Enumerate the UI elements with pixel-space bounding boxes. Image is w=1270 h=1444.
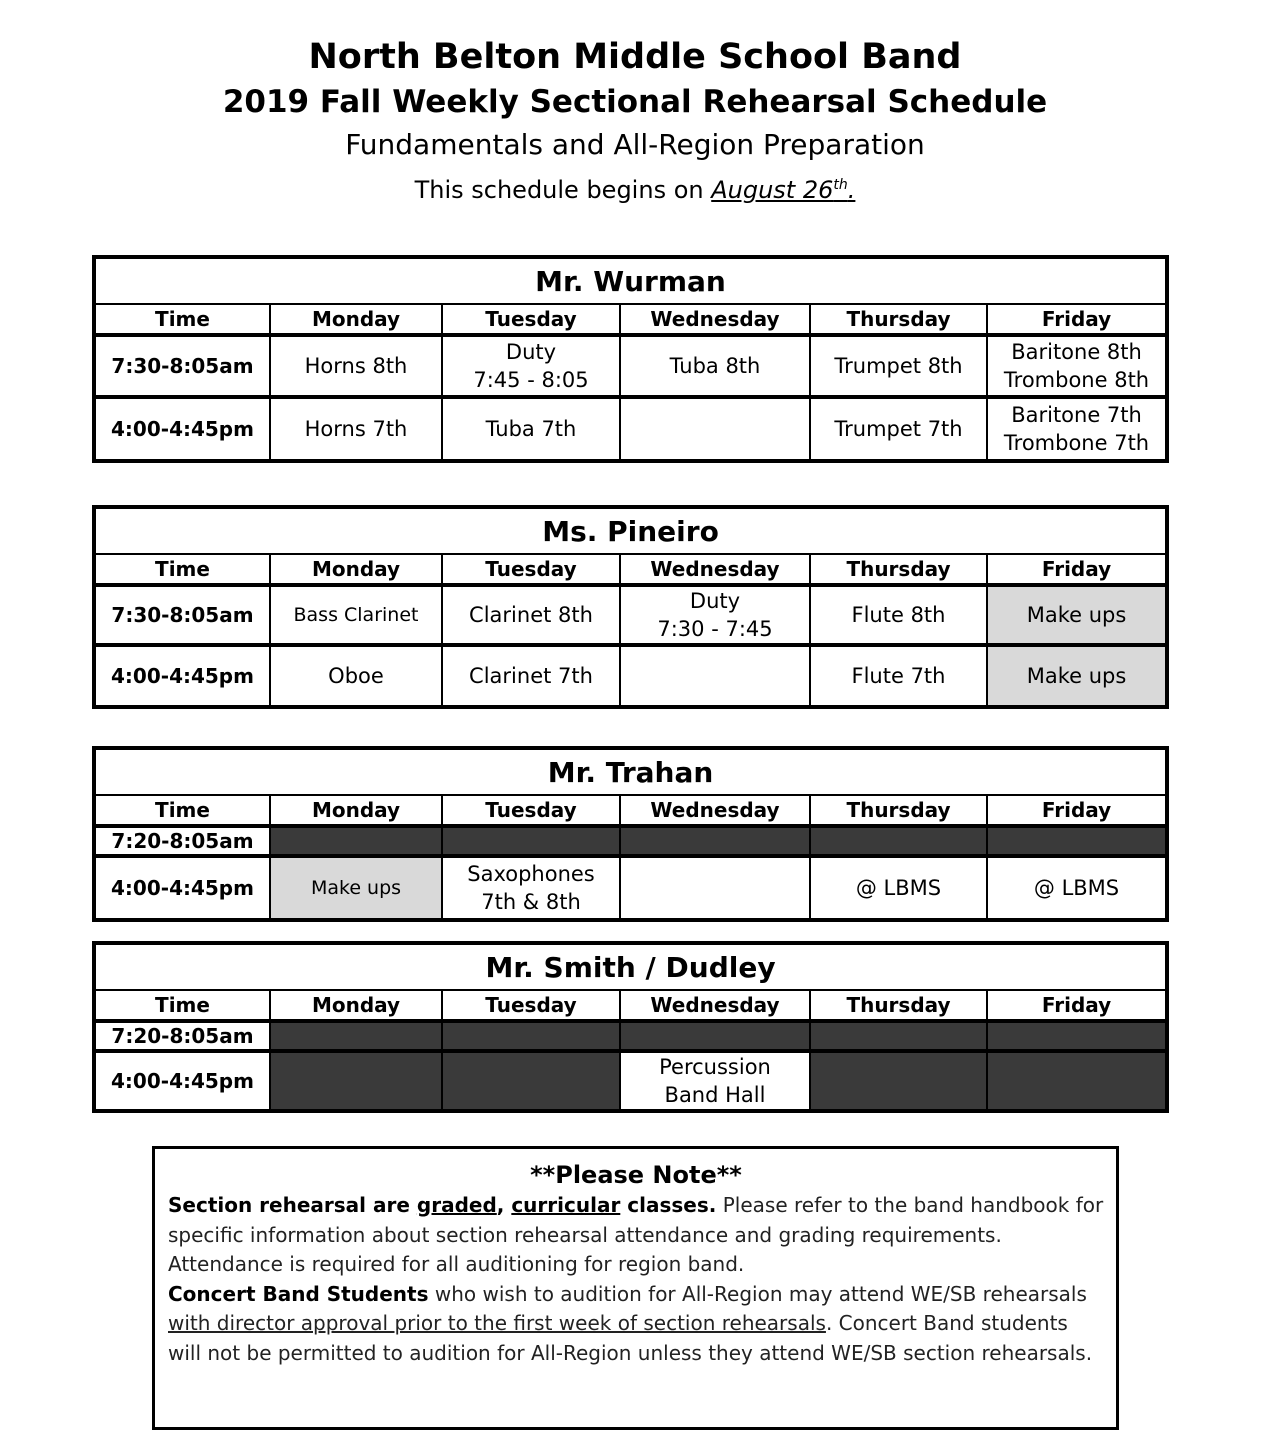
schedule-cell xyxy=(987,397,1167,461)
note-p2-a: who wish to audition for All-Region may attend WE/SB rehearsals xyxy=(428,1281,1087,1306)
cell-line: Band Hall xyxy=(664,1083,766,1107)
note-graded: graded xyxy=(416,1193,497,1217)
time-slot: 7:30-8:05am xyxy=(94,335,270,397)
schedule-subtitle: Fundamentals and All-Region Preparation xyxy=(345,128,925,161)
note-title: **Please Note** xyxy=(530,1161,742,1189)
column-header: Monday xyxy=(270,554,442,585)
cell-line: Duty xyxy=(689,589,741,613)
schedule-cell xyxy=(620,1051,810,1111)
cell-line: Trumpet 8th xyxy=(834,354,963,378)
schedule-cell xyxy=(442,585,620,645)
column-header: Tuesday xyxy=(442,990,620,1021)
cell-line: Flute 7th xyxy=(851,664,946,688)
column-header: Thursday xyxy=(810,554,987,585)
teacher-name: Mr. Smith / Dudley xyxy=(94,943,1167,990)
cell-line: Percussion xyxy=(659,1055,771,1079)
schedule-cell xyxy=(620,645,810,707)
column-header: Tuesday xyxy=(442,304,620,335)
schedule-row xyxy=(94,645,1167,707)
cell-line: Make ups xyxy=(1026,603,1127,627)
schedule-cell xyxy=(620,826,810,856)
schedule-cell xyxy=(810,397,987,461)
time-slot: 7:20-8:05am xyxy=(94,826,270,856)
schedule-cell xyxy=(987,335,1167,397)
column-header: Time xyxy=(94,795,270,826)
column-header: Wednesday xyxy=(620,554,810,585)
column-header: Thursday xyxy=(810,304,987,335)
schedule-row xyxy=(94,1021,1167,1051)
schedule-row xyxy=(94,1051,1167,1111)
schedule-cell xyxy=(810,1021,987,1051)
schedule-cell xyxy=(442,335,620,397)
schedule-cell xyxy=(620,585,810,645)
schedule-row xyxy=(94,397,1167,461)
schedule-cell xyxy=(987,1051,1167,1111)
cell-line: @ LBMS xyxy=(855,876,942,900)
schedule-cell xyxy=(270,645,442,707)
schedule-cell xyxy=(620,1021,810,1051)
cell-line: 7th & 8th xyxy=(481,890,581,914)
time-slot: 7:20-8:05am xyxy=(94,1021,270,1051)
schedule-cell xyxy=(270,1021,442,1051)
schedule-cell xyxy=(810,585,987,645)
note-curricular: curricular xyxy=(511,1193,621,1217)
schedule-start-line xyxy=(0,166,1270,209)
schedule-cell xyxy=(442,826,620,856)
schedule-cell xyxy=(442,1051,620,1111)
schedule-cell xyxy=(270,585,442,645)
column-header: Wednesday xyxy=(620,304,810,335)
schedule-cell xyxy=(987,1021,1167,1051)
note-p2-b: . Concert Band students will not be permitted to audition for All-Region unless they attend WE/SB section rehearsals. xyxy=(168,1311,1093,1365)
column-header: Wednesday xyxy=(620,795,810,826)
note-director-approval: with director approval prior to the first week of section rehearsals xyxy=(168,1311,826,1335)
start-date xyxy=(711,176,855,204)
column-header: Time xyxy=(94,304,270,335)
column-header: Time xyxy=(94,990,270,1021)
schedule-table-pineiro xyxy=(92,505,1169,709)
column-header: Friday xyxy=(987,304,1167,335)
column-header: Tuesday xyxy=(442,795,620,826)
schedule-cell xyxy=(810,335,987,397)
time-slot: 4:00-4:45pm xyxy=(94,645,270,707)
schedule-cell xyxy=(620,335,810,397)
column-header: Friday xyxy=(987,795,1167,826)
time-slot: 4:00-4:45pm xyxy=(94,1051,270,1111)
page-header xyxy=(0,34,1270,209)
column-header: Friday xyxy=(987,554,1167,585)
cell-line: Baritone 7th xyxy=(1011,403,1142,427)
schedule-cell xyxy=(620,856,810,920)
schedule-table-trahan xyxy=(92,746,1169,922)
start-prefix: This schedule begins on xyxy=(414,176,712,204)
column-header: Monday xyxy=(270,990,442,1021)
schedule-cell xyxy=(442,645,620,707)
schedule-cell xyxy=(987,585,1167,645)
column-header: Monday xyxy=(270,304,442,335)
schedule-table-wurman xyxy=(92,255,1169,463)
schedule-cell xyxy=(442,397,620,461)
schedule-cell xyxy=(987,645,1167,707)
schedule-cell xyxy=(270,826,442,856)
schedule-title: 2019 Fall Weekly Sectional Rehearsal Schedule xyxy=(222,84,1048,120)
cell-line: Tuba 8th xyxy=(669,354,761,378)
column-header: Monday xyxy=(270,795,442,826)
column-header: Time xyxy=(94,554,270,585)
note-concert-band: Concert Band Students xyxy=(168,1281,429,1306)
schedule-cell xyxy=(810,1051,987,1111)
schedule-cell xyxy=(810,645,987,707)
cell-line: Trumpet 7th xyxy=(834,417,963,441)
cell-line: Clarinet 7th xyxy=(469,664,593,688)
school-title: North Belton Middle School Band xyxy=(308,37,962,77)
cell-line: Duty xyxy=(505,340,557,364)
column-header: Tuesday xyxy=(442,554,620,585)
note-paragraph-2 xyxy=(168,1280,1104,1369)
schedule-cell xyxy=(270,1051,442,1111)
cell-line: Oboe xyxy=(328,664,384,688)
column-header: Wednesday xyxy=(620,990,810,1021)
start-date-text: August 26 xyxy=(711,176,834,204)
schedule-cell xyxy=(810,856,987,920)
schedule-row xyxy=(94,585,1167,645)
cell-line: 7:30 - 7:45 xyxy=(657,617,773,641)
time-slot: 4:00-4:45pm xyxy=(94,856,270,920)
schedule-table-smith-dudley xyxy=(92,941,1169,1113)
please-note-box xyxy=(152,1146,1119,1430)
time-slot: 7:30-8:05am xyxy=(94,585,270,645)
cell-line: Flute 8th xyxy=(851,603,946,627)
cell-line: Tuba 7th xyxy=(485,417,577,441)
note-bold-a: Section rehearsal are xyxy=(168,1193,417,1217)
time-slot: 4:00-4:45pm xyxy=(94,397,270,461)
cell-line: Baritone 8th xyxy=(1011,340,1142,364)
column-header: Thursday xyxy=(810,795,987,826)
cell-line: Saxophones xyxy=(467,862,595,886)
cell-line: @ LBMS xyxy=(1033,876,1120,900)
cell-line: 7:45 - 8:05 xyxy=(473,368,589,392)
cell-line: Trombone 7th xyxy=(1003,431,1150,455)
note-bold-b: classes. xyxy=(620,1193,717,1217)
cell-line: Clarinet 8th xyxy=(469,603,593,627)
schedule-row xyxy=(94,335,1167,397)
schedule-cell xyxy=(442,1021,620,1051)
schedule-cell xyxy=(810,826,987,856)
cell-line: Make ups xyxy=(310,877,402,899)
cell-line: Trombone 8th xyxy=(1003,368,1150,392)
note-paragraph-1 xyxy=(168,1191,1104,1280)
start-date-suffix: th xyxy=(833,177,848,193)
schedule-cell xyxy=(987,856,1167,920)
schedule-row xyxy=(94,856,1167,920)
column-header: Thursday xyxy=(810,990,987,1021)
schedule-cell xyxy=(620,397,810,461)
schedule-cell xyxy=(270,335,442,397)
cell-line: Bass Clarinet xyxy=(293,604,419,626)
cell-line: Make ups xyxy=(1026,664,1127,688)
schedule-cell xyxy=(987,826,1167,856)
start-date-period: . xyxy=(847,176,856,204)
teacher-name: Ms. Pineiro xyxy=(94,507,1167,554)
column-header: Friday xyxy=(987,990,1167,1021)
teacher-name: Mr. Trahan xyxy=(94,748,1167,795)
schedule-cell xyxy=(270,856,442,920)
schedule-cell xyxy=(442,856,620,920)
note-comma: , xyxy=(496,1193,512,1217)
schedule-cell xyxy=(270,397,442,461)
cell-line: Horns 8th xyxy=(304,354,408,378)
note-p1-rest: Please refer to the band handbook for specific information about section rehearsal attendance and grading requirements. Attendance is required for all auditioning for region band. xyxy=(168,1193,1104,1276)
cell-line: Horns 7th xyxy=(304,417,408,441)
teacher-name: Mr. Wurman xyxy=(94,257,1167,304)
schedule-row xyxy=(94,826,1167,856)
